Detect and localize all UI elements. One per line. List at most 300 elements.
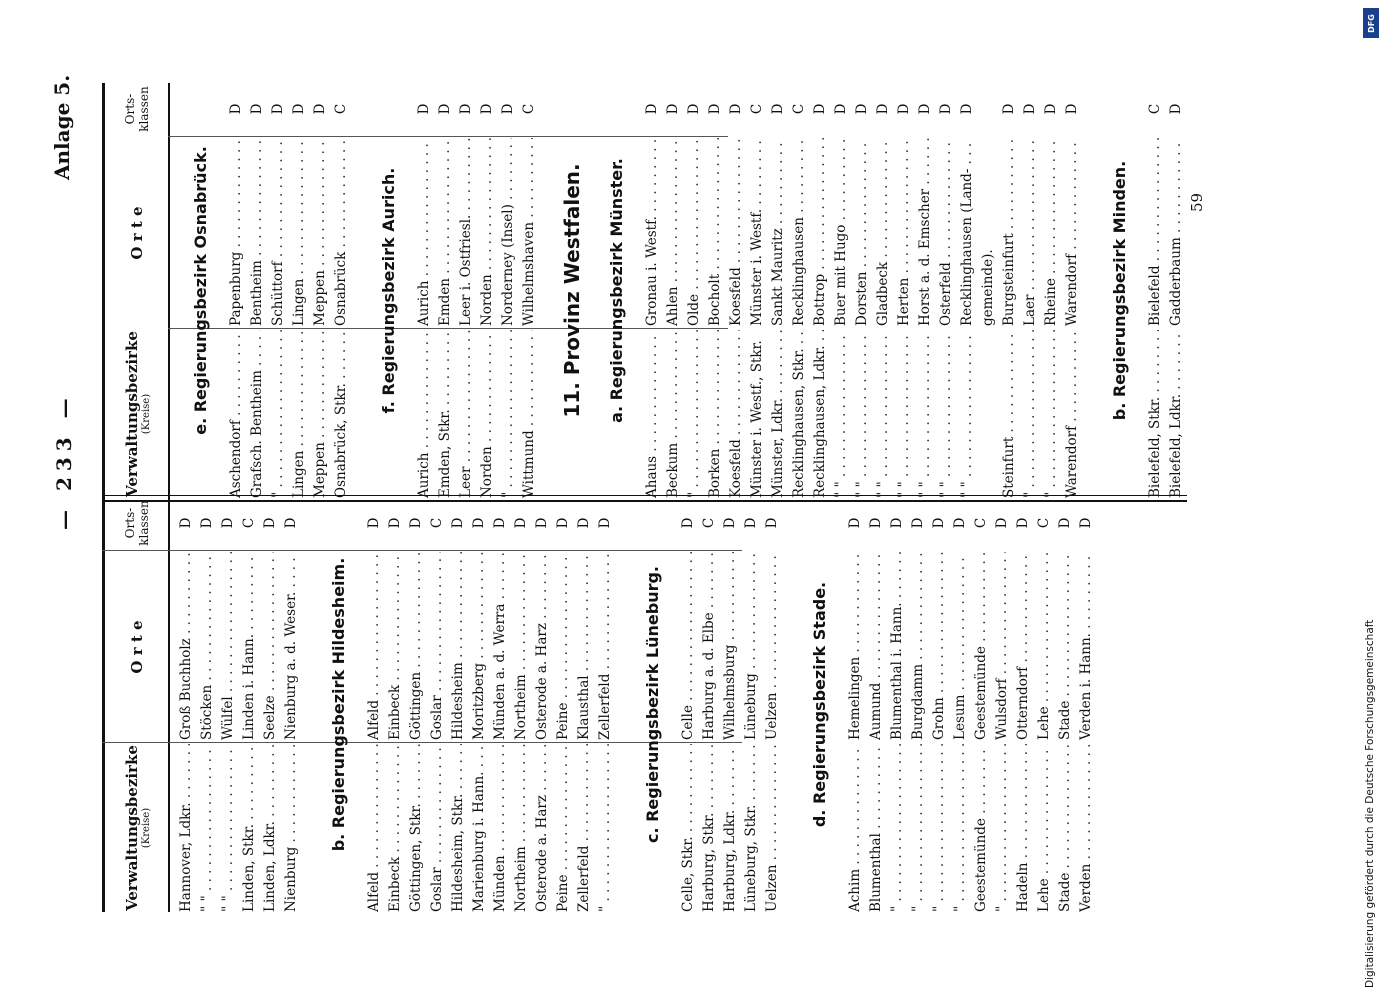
district-cell: " " . . . (957, 330, 978, 498)
place-cell: Einbeck . . . (385, 552, 406, 740)
place-cell: Harburg a. d. Elbe . . . (699, 552, 720, 740)
table-row (260, 497, 281, 912)
table-row (289, 83, 310, 498)
district-cell: Warendorf . . . (1062, 330, 1083, 498)
district-cell: Steinfurt . . . (999, 330, 1020, 498)
place-cell: Bentheim . . . (247, 138, 268, 326)
table-row (915, 83, 936, 498)
place-cell: Gladbeck . . . (873, 138, 894, 326)
place-cell: Otterndorf . . . (1013, 552, 1034, 740)
class-cell: D (249, 103, 265, 115)
district-cell: Leer . . . (456, 330, 477, 498)
district-cell: Recklinghausen, Stkr. . . . (789, 330, 810, 498)
district-cell: Osnabrück, Stkr. . . . (331, 330, 352, 498)
place-cell: Burgdamm . . . (908, 552, 929, 740)
class-cell: D (479, 103, 495, 115)
table-row (929, 497, 950, 912)
table-row (469, 497, 490, 912)
digitization-note-text: Digitalisierung gefördert durch die Deutsche Forschungsgemeinschaft (1364, 619, 1376, 988)
place-cell: Recklinghausen (Land- . . . (957, 138, 978, 326)
class-cell: D (178, 517, 194, 529)
district-cell: " " . . . (936, 330, 957, 498)
place-cell: Seelze . . . (260, 552, 281, 740)
district-column-header (108, 744, 166, 912)
table-row (490, 497, 511, 912)
place-cell: Ahlen . . . (663, 138, 684, 326)
place-cell: Northeim . . . (511, 552, 532, 740)
district-cell: Zellerfeld . . . (574, 744, 595, 912)
class-cell: D (743, 517, 759, 529)
top-rule (102, 497, 105, 912)
place-cell: Laer . . . (1020, 138, 1041, 326)
district-cell: Celle, Stkr. . . . (678, 744, 699, 912)
place-cell: Hemelingen . . . (845, 552, 866, 740)
table-row (768, 83, 789, 498)
table-row (427, 497, 448, 912)
table-row (519, 83, 540, 498)
district-cell: Hannover, Ldkr. . . . (176, 744, 197, 912)
district-header-sub: (Kreise) (140, 807, 152, 849)
class-cell: D (889, 517, 905, 529)
class-cell: D (938, 103, 954, 115)
places-column-header (108, 138, 166, 328)
table-row (511, 497, 532, 912)
place-cell: Olde . . . (684, 138, 705, 326)
place-cell: Osnabrück . . . (331, 138, 352, 326)
place-cell: Leer i. Ostfriesl. . . . (456, 138, 477, 326)
district-cell: Norden . . . (477, 330, 498, 498)
section-gap (1097, 497, 1109, 912)
class-cell: C (333, 103, 349, 115)
table-row (218, 497, 239, 912)
table-row (197, 497, 218, 912)
section-heading: c. Regierungsbezirk Lüneburg. (643, 565, 662, 844)
district-cell: Recklinghausen, Ldkr. . . . (810, 330, 831, 498)
place-cell: Linden i. Hann. . . . (239, 552, 260, 740)
class-cell: D (500, 103, 516, 115)
left-table-body (176, 497, 1109, 912)
district-cell: Stade . . . (1055, 744, 1076, 912)
places-header-label: O r t e (128, 620, 146, 674)
place-cell: Münden a. d. Werra . . . (490, 552, 511, 740)
class-cell: D (1015, 517, 1031, 529)
dfg-logo: DFG (1363, 8, 1379, 38)
district-cell: Grafsch. Bentheim . . . (247, 330, 268, 498)
table-row (364, 497, 385, 912)
place-cell: Groß Buchholz . . . (176, 552, 197, 740)
section-gap (616, 497, 628, 912)
district-cell: Northeim . . . (511, 744, 532, 912)
table-row (699, 497, 720, 912)
class-cell: D (408, 517, 424, 529)
place-cell: Stade . . . (1055, 552, 1076, 740)
district-cell: " . . . (1020, 330, 1041, 498)
table-row (663, 83, 684, 498)
district-cell: " " . . . (197, 744, 218, 912)
district-cell: " . . . (498, 330, 519, 498)
table-row (678, 497, 699, 912)
place-cell: Zellerfeld . . . (595, 552, 616, 740)
place-cell: Grohn . . . (929, 552, 950, 740)
district-cell: Bielefeld, Ldkr. . . . (1166, 330, 1187, 498)
class-cell: C (429, 517, 445, 529)
table-row (406, 497, 427, 912)
table-row (385, 497, 406, 912)
district-cell: Aschendorf . . . (226, 330, 247, 498)
class-cell: D (994, 517, 1010, 529)
table-row (414, 83, 435, 498)
place-cell: Aumund . . . (866, 552, 887, 740)
district-cell: " " . . . (852, 330, 873, 498)
class-cell: C (791, 103, 807, 115)
district-cell: Uelzen . . . (762, 744, 783, 912)
class-cell: D (291, 103, 307, 115)
district-cell: Münster i. Westf., Stkr. (749, 340, 765, 498)
section-gap (302, 497, 314, 912)
table-row (456, 83, 477, 498)
class-cell: D (896, 103, 912, 115)
table-row (978, 83, 999, 498)
table-row (176, 497, 197, 912)
class-cell: D (854, 103, 870, 115)
class-cell: D (262, 517, 278, 529)
class-cell: D (270, 103, 286, 115)
table-row (810, 83, 831, 498)
place-cell: Verden i. Hann. . . . (1076, 552, 1097, 740)
section-heading: e. Regierungsbezirk Osnabrück. (191, 146, 210, 435)
district-cell: Bielefeld, Stkr. . . . (1145, 330, 1166, 498)
district-cell: " . . . (929, 744, 950, 912)
table-row (1062, 83, 1083, 498)
class-cell: D (959, 103, 975, 115)
district-cell: Geestemünde . . . (971, 744, 992, 912)
place-cell: gemeinde). (980, 249, 996, 326)
table-row (281, 497, 302, 912)
section-heading: b. Regierungsbezirk Minden. (1110, 160, 1129, 421)
district-cell: Osterode a. Harz . . . (532, 744, 553, 912)
table-row (574, 497, 595, 912)
place-cell: Goslar . . . (427, 552, 448, 740)
class-cell: D (680, 517, 696, 529)
table-row (852, 83, 873, 498)
class-cell: D (450, 517, 466, 529)
class-cell: D (199, 517, 215, 529)
place-cell: Bottrop . . . (810, 138, 831, 326)
place-cell: Alfeld . . . (364, 552, 385, 740)
section-heading: f. Regierungsbezirk Aurich. (379, 167, 398, 414)
class-cell: D (366, 517, 382, 529)
class-cell: D (228, 103, 244, 115)
class-cell: D (312, 103, 328, 115)
place-cell: Herten . . . (894, 138, 915, 326)
section-gap (1083, 83, 1095, 498)
class-cell: D (416, 103, 432, 115)
district-cell: Hadeln . . . (1013, 744, 1034, 912)
place-cell: Schüttorf . . . (268, 138, 289, 326)
class-cell: D (1022, 103, 1038, 115)
place-cell: Wülfel . . . (218, 552, 239, 740)
class-cell: D (764, 517, 780, 529)
section-gap (540, 83, 552, 498)
table-row (595, 497, 616, 912)
place-cell: Dorsten . . . (852, 138, 873, 326)
table-row (1145, 83, 1166, 498)
table-row (498, 83, 519, 498)
place-cell: Norden . . . (477, 138, 498, 326)
place-cell: Burgsteinfurt . . . (999, 138, 1020, 326)
place-cell: Lehe . . . (1034, 552, 1055, 740)
class-cell: D (534, 517, 550, 529)
table-row (1076, 497, 1097, 912)
place-cell: Aurich . . . (414, 138, 435, 326)
place-cell: Hildesheim . . . (448, 552, 469, 740)
place-cell: Moritzberg . . . (469, 552, 490, 740)
section-gap (352, 83, 364, 498)
appendix-label: Anlage 5. (50, 74, 74, 180)
folio-number: 59 (1188, 192, 1206, 212)
table-row (1166, 83, 1187, 498)
district-cell: Münden . . . (490, 744, 511, 912)
district-cell: Borken . . . (705, 330, 726, 498)
class-cell: D (1168, 103, 1184, 115)
table-row (720, 497, 741, 912)
table-row (845, 497, 866, 912)
class-cell: D (597, 517, 613, 529)
table-row (553, 497, 574, 912)
page-number: — 233 — (52, 392, 76, 530)
class-cell: D (644, 103, 660, 115)
district-cell: Harburg, Ldkr. . . . (720, 744, 741, 912)
class-cell: D (576, 517, 592, 529)
classes-column-header: Orts- klassen (123, 86, 151, 132)
header-rule (168, 83, 170, 498)
place-cell: Norderney (Insel) . . . (498, 138, 519, 326)
district-cell: " . . . (992, 744, 1013, 912)
place-cell: Bielefeld . . . (1145, 138, 1166, 326)
class-cell: D (728, 103, 744, 115)
class-cell: D (513, 517, 529, 529)
table-row (477, 83, 498, 498)
table-row (873, 83, 894, 498)
district-cell: " . . . (268, 330, 289, 498)
district-cell: Beckum . . . (663, 330, 684, 498)
place-cell: Osterode a. Harz . . . (532, 552, 553, 740)
district-cell: Blumenthal . . . (866, 744, 887, 912)
table-row (887, 497, 908, 912)
place-cell: Blumenthal i. Hann. . . . (887, 552, 908, 740)
class-cell: D (847, 517, 863, 529)
table-row (1055, 497, 1076, 912)
table-row (894, 83, 915, 498)
class-cell: D (952, 517, 968, 529)
place-cell: Buer mit Hugo . . . (831, 138, 852, 326)
district-cell: Nienburg . . . (281, 744, 302, 912)
class-cell: D (875, 103, 891, 115)
class-cell: C (1036, 517, 1052, 529)
class-cell: D (833, 103, 849, 115)
place-cell: Warendorf . . . (1062, 138, 1083, 326)
class-cell: D (910, 517, 926, 529)
district-cell: Linden, Ldkr. . . . (260, 744, 281, 912)
place-cell: Gadderbaum . . . (1166, 138, 1187, 326)
district-cell: Achim . . . (845, 744, 866, 912)
place-cell: Lingen . . . (289, 138, 310, 326)
district-cell: Göttingen, Stkr. . . . (406, 744, 427, 912)
class-cell: D (931, 517, 947, 529)
district-cell: " . . . (1041, 330, 1062, 498)
place-cell: Peine . . . (553, 552, 574, 740)
class-cell: D (387, 517, 403, 529)
places-column-header (108, 552, 166, 742)
district-header-label: Verwaltungsbezirke (122, 331, 141, 497)
section-heading: d. Regierungsbezirk Stade. (810, 581, 829, 828)
district-cell: Hildesheim, Stkr. . . . (448, 744, 469, 912)
class-cell: D (812, 103, 828, 115)
district-cell: Alfeld . . . (364, 744, 385, 912)
district-cell: Wittmund . . . (519, 330, 540, 498)
table-row (1041, 83, 1062, 498)
class-cell: D (458, 103, 474, 115)
district-cell: Lingen . . . (289, 330, 310, 498)
table-row (747, 83, 768, 498)
class-cell: D (471, 517, 487, 529)
top-rule (102, 83, 105, 498)
table-row (971, 497, 992, 912)
header-rule (168, 497, 170, 912)
section-gap (1187, 83, 1199, 498)
place-cell: Meppen . . . (310, 138, 331, 326)
district-cell: Verden . . . (1076, 744, 1097, 912)
class-cell: D (868, 517, 884, 529)
table-row (331, 83, 352, 498)
class-cell: D (1043, 103, 1059, 115)
district-cell: " . . . (908, 744, 929, 912)
district-cell: " " . . . (831, 330, 852, 498)
place-cell: Nienburg a. d. Weser. . . . (281, 552, 302, 740)
class-cell: D (722, 517, 738, 529)
left-table (102, 497, 1187, 912)
table-row (866, 497, 887, 912)
table-row (992, 497, 1013, 912)
place-cell: Rheine . . . (1041, 138, 1062, 326)
district-cell: Koesfeld . . . (726, 330, 747, 498)
section-heading: a. Regierungsbezirk Münster. (607, 158, 626, 423)
class-cell: C (241, 517, 257, 529)
table-row (741, 497, 762, 912)
table-row (435, 83, 456, 498)
district-cell: " " . . . (894, 330, 915, 498)
class-cell: D (1078, 517, 1094, 529)
place-cell: Koesfeld . . . (726, 138, 747, 326)
table-row (950, 497, 971, 912)
place-cell: Papenburg . . . (226, 138, 247, 326)
class-cell: D (686, 103, 702, 115)
place-cell: Lesum . . . (950, 552, 971, 740)
table-row (247, 83, 268, 498)
district-column-header (108, 330, 166, 498)
table-row (726, 83, 747, 498)
class-cell: D (1057, 517, 1073, 529)
district-cell: Lüneburg, Stkr. . . . (741, 744, 762, 912)
place-cell: Emden . . . (435, 138, 456, 326)
place-cell: Göttingen . . . (406, 552, 427, 740)
class-cell: C (521, 103, 537, 115)
class-cell: C (749, 103, 765, 115)
table-row (642, 83, 663, 498)
place-cell: Uelzen . . . (762, 552, 783, 740)
district-header-label: Verwaltungsbezirke (122, 745, 141, 911)
table-row (684, 83, 705, 498)
table-row (705, 83, 726, 498)
district-cell: Marienburg i. Hann. . . . (469, 744, 490, 912)
place-cell: Horst a. d. Emscher . . . (915, 138, 936, 326)
class-cell: D (492, 517, 508, 529)
district-cell: Goslar . . . (427, 744, 448, 912)
district-cell: Harburg, Stkr. . . . (699, 744, 720, 912)
class-cell: D (283, 517, 299, 529)
table-row (1020, 83, 1041, 498)
district-cell: Linden, Stkr. . . . (239, 744, 260, 912)
table-row (310, 83, 331, 498)
district-cell: " " . . . (873, 330, 894, 498)
district-cell: " . . . (887, 744, 908, 912)
place-cell: Osterfeld . . . (936, 138, 957, 326)
table-row (268, 83, 289, 498)
section-gap (783, 497, 795, 912)
table-row (762, 497, 783, 912)
class-cell: D (555, 517, 571, 529)
district-cell: " . . . (950, 744, 971, 912)
place-cell: Gronau i. Westf. . . . (642, 138, 663, 326)
class-cell: D (707, 103, 723, 115)
class-cell: D (437, 103, 453, 115)
place-cell: Recklinghausen . . . (789, 138, 810, 326)
district-cell: Münster, Ldkr. . . . (768, 330, 789, 498)
place-cell: Sankt Mauritz . . . (768, 138, 789, 326)
place-cell: Stöcken . . . (197, 552, 218, 740)
places-header-label: O r t e (128, 206, 146, 260)
place-cell: Wulsdorf . . . (992, 552, 1013, 740)
district-cell: " . . . (684, 330, 705, 498)
district-cell: Meppen . . . (310, 330, 331, 498)
table-row (1034, 497, 1055, 912)
province-heading: 11. Provinz Westfalen. (560, 163, 584, 418)
right-table-body (176, 83, 1199, 498)
table-row (999, 83, 1020, 498)
place-cell: Geestemünde . . . (971, 552, 992, 740)
district-cell: " . . . (595, 744, 616, 912)
table-row (908, 497, 929, 912)
class-cell: D (665, 103, 681, 115)
district-cell: " " . . . (218, 744, 239, 912)
district-cell: Einbeck . . . (385, 744, 406, 912)
table-row (789, 83, 810, 498)
place-cell: Lüneburg . . . (741, 552, 762, 740)
district-cell: Lehe . . . (1034, 744, 1055, 912)
place-cell: Bocholt . . . (705, 138, 726, 326)
class-cell: D (1064, 103, 1080, 115)
right-table (102, 83, 1187, 498)
place-cell: Celle . . . (678, 552, 699, 740)
class-cell: C (1147, 103, 1163, 115)
table-row (226, 83, 247, 498)
place-cell: Wilhelmsburg . . . (720, 552, 741, 740)
table-row (532, 497, 553, 912)
section-heading: b. Regierungsbezirk Hildesheim. (329, 557, 348, 852)
table-row (936, 83, 957, 498)
district-cell: " " . . . (915, 330, 936, 498)
class-cell: D (917, 103, 933, 115)
